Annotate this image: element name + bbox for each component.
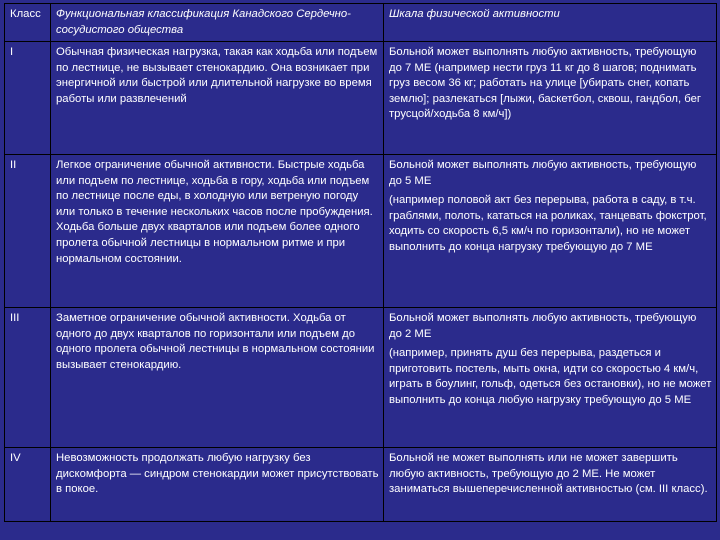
class-cell: II	[5, 155, 51, 308]
class-cell: III	[5, 308, 51, 448]
header-class: Класс	[5, 4, 51, 42]
header-functional-classification: Функциональная классификация Канадского Сердечно-сосудистого общества	[51, 4, 384, 42]
activity-text: Больной может выполнять любую активность, требующую до 5 МЕ	[389, 159, 697, 187]
table-row	[5, 155, 717, 308]
functional-cell: Обычная физическая нагрузка, такая как ходьба или подъем по лестнице, не вызывает стенокардию. Она возникает при энергичной или быстрой или длительной нагрузке во время работы или развлечений	[51, 42, 384, 155]
table-row	[5, 308, 717, 448]
functional-cell: Заметное ограничение обычной активности. Ходьба от одного до двух кварталов по горизонтали или подъем до одного пролета обычной лестницы в нормальном состоянии вызывает стенокардию.	[51, 308, 384, 448]
activity-cell	[384, 155, 717, 308]
activity-cell	[384, 42, 717, 155]
class-cell: I	[5, 42, 51, 155]
class-cell: IV	[5, 448, 51, 522]
functional-cell: Невозможность продолжать любую нагрузку без дискомфорта — синдром стенокардии может присутствовать в покое.	[51, 448, 384, 522]
table-header-row	[5, 4, 717, 42]
activity-example-text: (например половой акт без перерыва, работа в саду, в т.ч. граблями, полоть, кататься на роликах, танцевать фокстрот, ходить со скорость 6,5 км/ч по горизонтали), но не может выполнить до конца нагрузку требующую до 7 МЕ	[389, 194, 707, 253]
activity-text: Больной может выполнять любую активность, требующую до 7 МЕ (например нести груз 11 кг до 8 шагов; поднимать груз весом 36 кг; работать на улице [убирать снег, копать землю]; разлекаться [лыжи, баскетбол, сквош, гандбол, бег трусцой/ходьба 8 км/ч])	[389, 46, 701, 121]
activity-text: Больной не может выполнять или не может завершить любую активность, требующую до 2 МЕ. Не может заниматься вышеперечисленной активностью (см. III класс).	[389, 452, 708, 496]
table-row	[5, 448, 717, 522]
table-row	[5, 42, 717, 155]
classification-table	[4, 3, 717, 522]
activity-cell	[384, 448, 717, 522]
header-activity-scale: Шкала физической активности	[384, 4, 717, 42]
activity-example-text: (например, принять душ без перерыва, раздеться и приготовить постель, мыть окна, идти со скоростью 4 км/ч, играть в боулинг, гольф, одеться без остановки), но не может выполнить до конца любую нагрузку требующую до 5 МЕ	[389, 347, 712, 406]
activity-text: Больной может выполнять любую активность, требующую до 2 МЕ	[389, 312, 697, 340]
functional-cell: Легкое ограничение обычной активности. Быстрые ходьба или подъем по лестнице, ходьба в гору, ходьба или подъем по лестнице после еды, в холодную или ветреную погоду или только в течение нескольких часов после пробуждения. Ходьба больше двух кварталов или подъем более одного пролета обычной лестницы в нормальном ритме и при нормальном состоянии.	[51, 155, 384, 308]
activity-cell	[384, 308, 717, 448]
